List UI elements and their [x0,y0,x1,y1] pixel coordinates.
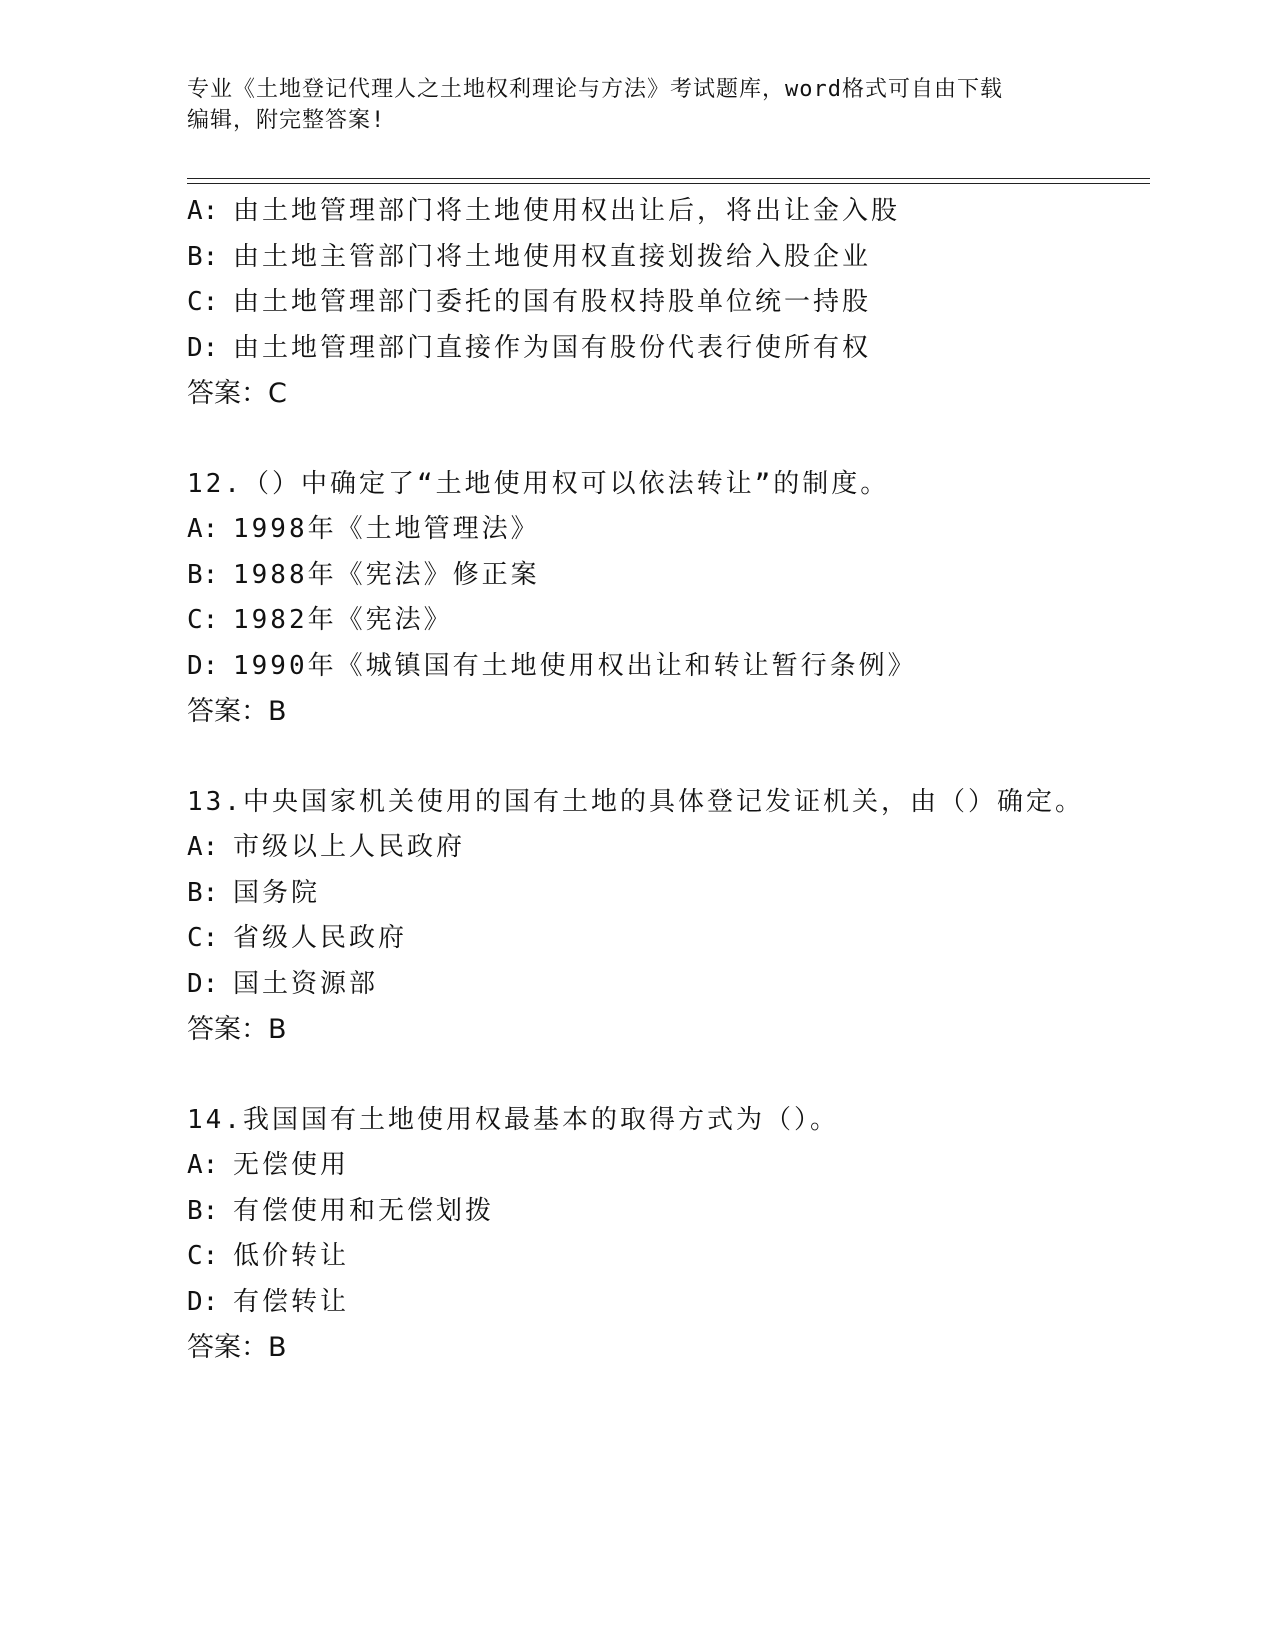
header-line-2: 编辑，附完整答案! [187,108,386,133]
question-13 [187,780,1147,1053]
option-a [187,189,1147,235]
option-c [187,916,1147,962]
header-divider-bottom [187,183,1150,184]
option-letter: C: [187,1241,219,1271]
option-text: 1988年《宪法》修正案 [233,559,540,590]
option-letter: A: [187,832,219,862]
question-12 [187,462,1147,735]
option-text: 无偿使用 [233,1150,350,1180]
question-stem: 12.（）中确定了“土地使用权可以依法转让”的制度。 [187,468,890,499]
option-a [187,1143,1147,1189]
option-b [187,871,1147,917]
option-d [187,644,1147,690]
option-text: 1998年《土地管理法》 [233,514,540,544]
option-b [187,1189,1147,1235]
option-c [187,1234,1147,1280]
option-letter: A: [187,196,219,226]
option-letter: B: [187,559,219,590]
option-letter: D: [187,968,219,999]
question-stem: 13.中央国家机关使用的国有土地的具体登记发证机关，由（）确定。 [187,786,1084,817]
option-text: 市级以上人民政府 [233,832,466,862]
option-d [187,326,1147,372]
option-text: 由土地管理部门委托的国有股权持股单位统一持股 [233,287,872,317]
answer-line: 答案：C [187,378,287,409]
option-text: 低价转让 [233,1241,350,1271]
option-letter: A: [187,514,219,544]
option-text: 由土地管理部门将土地使用权出让后，将出让金入股 [233,196,901,226]
option-b [187,235,1147,281]
question-list [187,189,1147,1371]
option-letter: B: [187,1195,219,1226]
option-letter: D: [187,332,219,363]
option-letter: C: [187,923,219,953]
option-c [187,280,1147,326]
option-text: 有偿转让 [233,1286,350,1317]
option-letter: A: [187,1150,219,1180]
option-text: 1990年《城镇国有土地使用权出让和转让暂行条例》 [233,650,917,681]
option-d [187,962,1147,1008]
option-d [187,1280,1147,1326]
option-b [187,553,1147,599]
header-line-1: 专业《土地登记代理人之土地权利理论与方法》考试题库，word格式可自由下载 [187,77,1003,102]
option-a [187,825,1147,871]
option-text: 由土地主管部门将土地使用权直接划拨给入股企业 [233,241,872,272]
answer-line: 答案：B [187,1332,287,1363]
header-divider-top [187,178,1150,179]
option-text: 1982年《宪法》 [233,605,453,635]
answer-line: 答案：B [187,696,287,727]
option-letter: D: [187,650,219,681]
option-text: 有偿使用和无偿划拨 [233,1195,495,1226]
option-text: 国土资源部 [233,968,379,999]
option-c [187,598,1147,644]
option-letter: C: [187,287,219,317]
document-header [187,74,1087,136]
option-text: 国务院 [233,877,321,908]
option-a [187,507,1147,553]
option-letter: C: [187,605,219,635]
option-letter: B: [187,241,219,272]
option-letter: D: [187,1286,219,1317]
option-text: 由土地管理部门直接作为国有股份代表行使所有权 [233,332,872,363]
question-11 [187,189,1147,417]
question-stem: 14.我国国有土地使用权最基本的取得方式为（）。 [187,1104,839,1135]
option-letter: B: [187,877,219,908]
question-14 [187,1098,1147,1371]
option-text: 省级人民政府 [233,923,408,953]
answer-line: 答案：B [187,1014,287,1045]
